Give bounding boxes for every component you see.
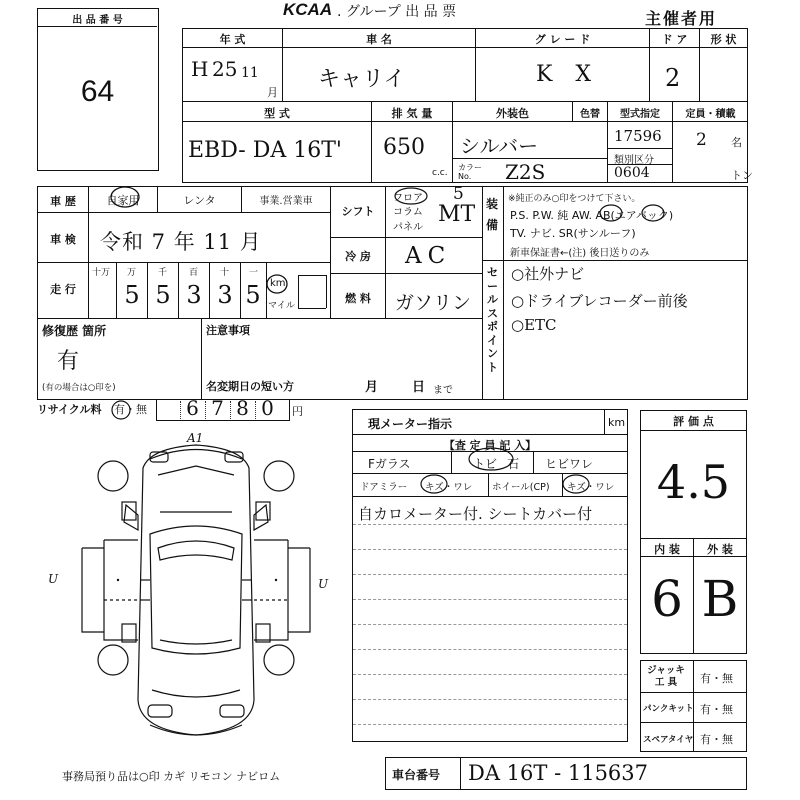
recycle-digit: 6	[186, 396, 199, 420]
fuel-label: 燃 料	[345, 292, 371, 305]
notes-month: 月	[365, 380, 379, 395]
header-title: . グループ 出 品 票	[337, 4, 457, 20]
color-value: シルバー	[460, 134, 539, 158]
shift-value: MT	[438, 202, 476, 227]
score-label: 評 価 点	[673, 415, 714, 428]
equipment-row2: TV. ナビ. SR(サンルーフ)	[510, 227, 636, 240]
year-label: 年 式	[219, 33, 246, 46]
lot-number-value: 64	[80, 75, 115, 108]
recycle-digit: 8	[236, 396, 249, 420]
notes-label: 注意事項	[206, 324, 250, 337]
color-change-label: 色替	[580, 109, 600, 120]
chassis-label: 車台番号	[392, 768, 441, 782]
year-num: 25	[212, 57, 238, 81]
repair-note: (有の場合は○印を)	[42, 383, 116, 393]
inspector-header: 【査 定 員 記 入】	[443, 439, 537, 452]
jack-option: 有・無	[700, 672, 733, 685]
recycle-digit: 0	[261, 396, 274, 420]
equipment-note: ※純正のみ○印をつけて下さい。	[508, 194, 641, 204]
name-label: 車 名	[366, 33, 392, 46]
grade-label: グ レ ー ド	[534, 33, 591, 46]
diagram-mark-front: A1	[187, 431, 204, 445]
meter-unit: km	[608, 416, 626, 429]
copy-type: 主催者用	[645, 9, 718, 28]
interior-value: 6	[651, 570, 683, 628]
color-no-label: カラー No.	[458, 163, 482, 181]
digit-label-100: 百	[189, 268, 199, 278]
type-cert-label: 型式指定	[620, 109, 660, 120]
glass-ishi: 石	[507, 457, 520, 471]
color-label: 外装色	[496, 107, 529, 120]
shift-label: シフト	[341, 205, 375, 218]
meter-label: 現メーター指示	[368, 417, 453, 431]
sales-item: ○社外ナビ	[511, 265, 585, 283]
mileage-digit: 5	[124, 281, 140, 309]
name-change-label: 名変期日の短い方	[206, 380, 294, 393]
year-era: H	[191, 57, 209, 81]
mileage-label: 走 行	[50, 283, 76, 296]
equipment-row3: 新車保証書←(注) 後日送りのみ	[510, 248, 650, 259]
equipment-row1: P.S. P.W. 純 AW. AB(エアバック)	[510, 209, 674, 222]
sales-item: ○ETC	[511, 316, 557, 334]
door-label: ド ア	[661, 33, 688, 46]
shift-gears: 5	[453, 184, 464, 204]
digit-label-1k: 千	[158, 268, 168, 278]
office-note: 事務局預り品は○印 カギ リモコン ナビロム	[62, 770, 281, 783]
mileage-digit: 5	[155, 281, 171, 309]
shift-column: コラム	[393, 207, 423, 218]
puncture-option: 有・無	[700, 703, 733, 716]
digit-label-100k: 十万	[92, 268, 111, 278]
capacity-value: 2	[696, 130, 707, 150]
year-month: 11	[241, 65, 259, 81]
ac-label: 冷 房	[345, 250, 371, 263]
capacity-unit: 名	[731, 136, 742, 149]
inspection-label: 車 検	[50, 233, 76, 246]
shift-panel: パネル	[393, 222, 423, 233]
interior-label: 内 装	[654, 543, 680, 556]
history-rental: レンタ	[183, 194, 216, 207]
recycle-option: 有・無	[114, 403, 147, 416]
displacement-value: 650	[383, 135, 425, 160]
glass-tobi: トビ	[473, 457, 498, 471]
inspector-comment: 自カロメーター付. シートカバー付	[358, 505, 593, 523]
load-unit: トン	[731, 169, 753, 182]
shape-label: 形 状	[710, 33, 737, 46]
puncture-label: パンクキット	[643, 704, 694, 714]
diagram-mark-left: U	[48, 572, 59, 586]
wheel-option: キズ・ワレ	[567, 482, 615, 493]
mileage-digit: 5	[245, 281, 261, 309]
repair-label: 修復歴 箇所	[42, 324, 107, 338]
repair-value: 有	[57, 349, 80, 374]
equipment-label: 装 備	[486, 197, 499, 232]
exterior-label: 外 装	[707, 543, 733, 556]
shift-floor: フロア	[393, 193, 423, 204]
color-no-value: Z2S	[505, 160, 546, 184]
mileage-mile: マイル	[268, 301, 295, 311]
digit-label-10k: 万	[127, 268, 137, 278]
mileage-digit: 3	[217, 281, 233, 309]
displacement-unit: c.c.	[432, 168, 448, 178]
mileage-digit: 3	[186, 281, 202, 309]
type-cert-value: 17596	[614, 127, 662, 145]
displacement-label: 排 気 量	[391, 107, 433, 120]
history-business: 事業.営業車	[259, 196, 313, 207]
name-value: キャリイ	[318, 67, 406, 92]
class-label: 類別区分	[614, 155, 654, 166]
history-label: 車 歴	[50, 195, 76, 208]
exterior-value: B	[701, 570, 739, 628]
spare-option: 有・無	[700, 733, 733, 746]
header-brand: KCAA	[283, 0, 333, 19]
year-unit: 月	[267, 86, 278, 99]
glass-crack: ヒビワレ	[545, 457, 594, 471]
spare-label: スペアタイヤ	[643, 735, 694, 745]
digit-label-10: 十	[220, 268, 230, 278]
model-value: EBD- DA 16T'	[188, 138, 342, 163]
recycle-unit: 円	[292, 405, 303, 418]
mirror-label: ドアミラー	[360, 482, 408, 493]
ac-value: AC	[405, 243, 452, 269]
door-value: 2	[665, 64, 681, 92]
glass-label: Fガラス	[368, 457, 411, 471]
notes-until: まで	[433, 385, 453, 396]
grade-value: K X	[536, 62, 600, 87]
score-value: 4.5	[656, 455, 731, 509]
inspection-value: 令和 7 年 11 月	[100, 230, 262, 254]
notes-day: 日	[412, 380, 426, 395]
fuel-value: ガソリン	[395, 292, 472, 314]
recycle-digit: 7	[211, 396, 224, 420]
diagram-mark-right: U	[318, 577, 329, 591]
class-value: 0604	[614, 165, 650, 181]
wheel-label: ホイール(CP)	[492, 482, 550, 493]
jack-label: ジャッキ工 具	[647, 665, 685, 688]
recycle-label: リサイクル料	[37, 403, 102, 416]
chassis-value: DA 16T - 115637	[468, 761, 649, 785]
mirror-option: キズ・ワレ	[425, 482, 473, 493]
capacity-label: 定員・積載	[685, 109, 736, 120]
sales-item: ○ドライブレコーダー前後	[511, 292, 688, 310]
digit-label-1: 一	[249, 268, 259, 278]
lot-number-label: 出 品 番 号	[72, 15, 123, 26]
history-private: 自家用	[106, 194, 140, 207]
model-label: 型 式	[264, 107, 290, 120]
sales-label: セールスポイント	[487, 266, 498, 374]
mileage-km: km	[270, 278, 286, 289]
